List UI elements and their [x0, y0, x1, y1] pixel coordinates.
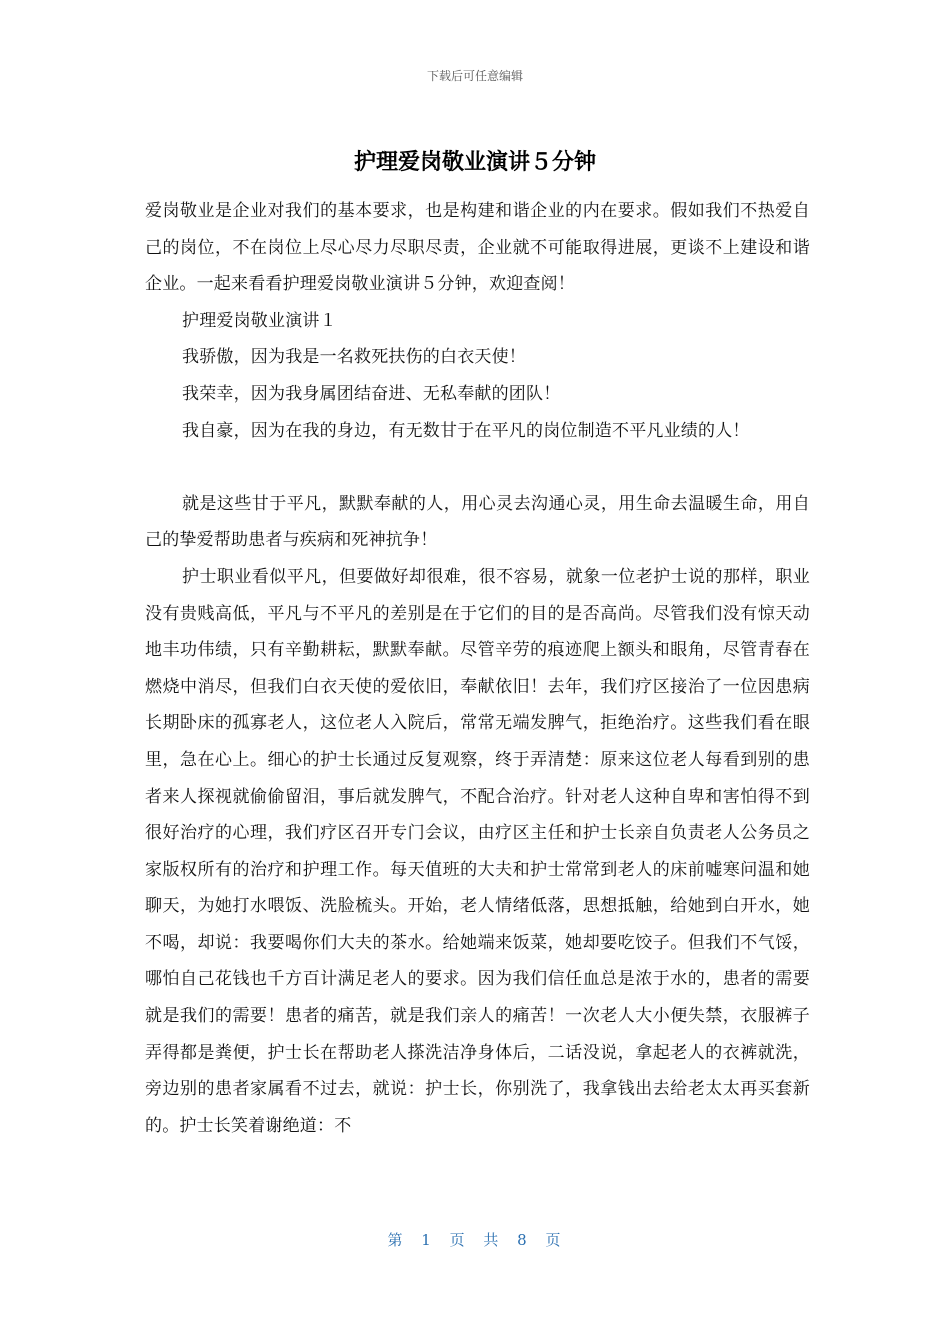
page-number-footer: 第 1 页 共 8 页 — [387, 1231, 563, 1249]
statement-line-1: 我骄傲，因为我是一名救死扶伤的白衣天使！ — [182, 347, 526, 368]
statement-line-3: 我自豪，因为在我的身边，有无数甘于在平凡的岗位制造不平凡业绩的人！ — [182, 420, 750, 441]
document-body — [145, 193, 810, 1144]
body-paragraph-2: 护士职业看似平凡，但要做好却很难，很不容易，就象一位老护士说的那样，职业没有贵贱高低，平凡与不平凡的差别是在于它们的目的是否高尚。尽管我们没有惊天动地丰功伟绩，只有辛勤耕耘，默默奉献。尽管辛劳的痕迹爬上额头和眼角，尽管青春在燃烧中消尽，但我们白衣天使的爱依旧，奉献依旧！去年，我们疗区接治了一位因患病长期卧床的孤寡老人，这位老人入院后，常常无端发脾气，拒绝治疗。这些我们看在眼里，急在心上。细心的护士长通过反复观察，终于弄清楚：原来这位老人每看到别的患者来人探视就偷偷留泪，事后就发脾气，不配合治疗。针对老人这种自卑和害怕得不到很好治疗的心理，我们疗区召开专门会议，由疗区主任和护士长亲自负责老人公务员之家版权所有的治疗和护理工作。每天值班的大夫和护士常常到老人的床前嘘寒问温和她聊天，为她打水喂饭、洗脸梳头。开始，老人情绪低落，思想抵触，给她到白开水，她不喝，却说：我要喝你们大夫的茶水。给她端来饭菜，她却要吃饺子。但我们不气馁，哪怕自己花钱也千方百计满足老人的要求。因为我们信任血总是浓于水的，患者的需要就是我们的需要！患者的痛苦，就是我们亲人的痛苦！一次老人大小便失禁，衣服裤子弄得都是粪便，护士长在帮助老人搽洗洁净身体后，二话没说，拿起老人的衣裤就洗，旁边别的患者家属看不过去，就说：护士长，你别洗了，我拿钱出去给老太太再买套新的。护士长笑着谢绝道：不 — [145, 566, 810, 1136]
section-heading: 护理爱岗敬业演讲１ — [182, 310, 337, 331]
document-title: 护理爱岗敬业演讲５分钟 — [353, 150, 596, 175]
intro-paragraph: 爱岗敬业是企业对我们的基本要求，也是构建和谐企业的内在要求。假如我们不热爱自己的岗位，不在岗位上尽心尽力尽职尽责，企业就不可能取得进展，更谈不上建设和谐企业。一起来看看护理爱岗敬业演讲５分钟，欢迎查阅！ — [145, 201, 810, 295]
page-header: 下载后可任意编辑 — [426, 69, 523, 83]
statement-line-2: 我荣幸，因为我身属团结奋进、无私奉献的团队！ — [182, 383, 561, 404]
blank-line — [145, 449, 810, 486]
body-paragraph-1: 就是这些甘于平凡，默默奉献的人，用心灵去沟通心灵，用生命去温暖生命，用自己的挚爱帮助患者与疾病和死神抗争！ — [145, 493, 810, 551]
